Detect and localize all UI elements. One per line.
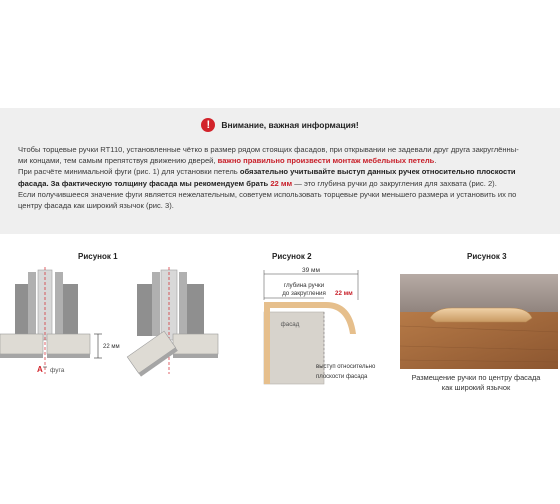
door-right [47,334,90,354]
notice-highlight: 22 мм [270,178,293,188]
hinge-arm [179,272,187,336]
door-edge [0,354,43,358]
notice-text: Если получившееся значение фуги является нежелательным, советуем использовать торцевые ручки меньшего размера и установить их по [18,189,517,199]
figure3-photo [400,274,558,369]
notice-text: ми концами, тем самым препятствуя движению дверей, [18,156,218,166]
depth-value: 22 мм [335,290,353,297]
figure2-drawing [240,264,390,394]
depth-label-2: до закругления [282,290,326,297]
exclamation-icon: ! [201,118,215,132]
notice-header [0,118,560,132]
door-left [0,334,43,354]
handle-curve [326,302,356,334]
figure2-title: Рисунок 2 [272,252,312,261]
dimension-label: 22 мм [103,344,120,350]
handle [430,308,532,322]
handle-top [264,302,326,308]
handle-back [264,302,270,384]
caption-line: как широкий язычок [441,382,511,392]
notice-paragraph-2 [18,166,548,188]
gap-label-a: A [37,365,43,374]
notice-highlight: важно правильно произвести монтаж мебельных петель [217,156,435,166]
notice-text: — это глубина ручки до закругления для захвата (рис. 2). [292,178,497,188]
notice-paragraph-3 [18,189,548,211]
hinge-arm [55,272,63,336]
notice-paragraph-1 [18,144,548,166]
notice-title: Внимание, важная информация! [221,120,359,130]
notice-body [18,144,548,211]
depth-label-1: глубина ручки [283,282,325,289]
figure1-drawing [0,262,225,392]
figure1-title: Рисунок 1 [78,252,118,261]
notice-text: Чтобы торцевые ручки RT110, установленные чётко в размер рядом стоящих фасадов, при открывании не задевали друг друга закруглённы- [18,145,519,154]
notice-bold: фасада. За фактическую толщину фасада мы рекомендуем брать [18,178,271,188]
notice-text: центру фасада как широкий язычок (рис. 3). [18,201,174,211]
figure3-title: Рисунок 3 [467,252,507,261]
door-right [173,334,218,354]
notice-text: При расчёте минимальной фуги (рис. 1) для установки петель [18,167,240,177]
notice-text: . [434,156,437,166]
hinge-arm [28,272,36,336]
facade-label: фасад [280,321,300,328]
cabinet-side [186,284,204,336]
protrusion-label-1: выступ относительно [316,364,376,370]
notice-box [0,108,560,234]
door-edge [47,354,90,358]
width-label: 39 мм [302,267,320,274]
figure3-caption [396,373,556,392]
gap-label: фуга [50,367,65,374]
caption-line: Размещение ручки по центру фасада [411,373,541,382]
protrusion-label-2: плоскости фасада [316,374,368,380]
notice-bold: обязательно учитывайте выступ данных ручек относительно плоскости [239,167,516,177]
door-edge [173,354,218,358]
hinge-arm [152,272,160,336]
